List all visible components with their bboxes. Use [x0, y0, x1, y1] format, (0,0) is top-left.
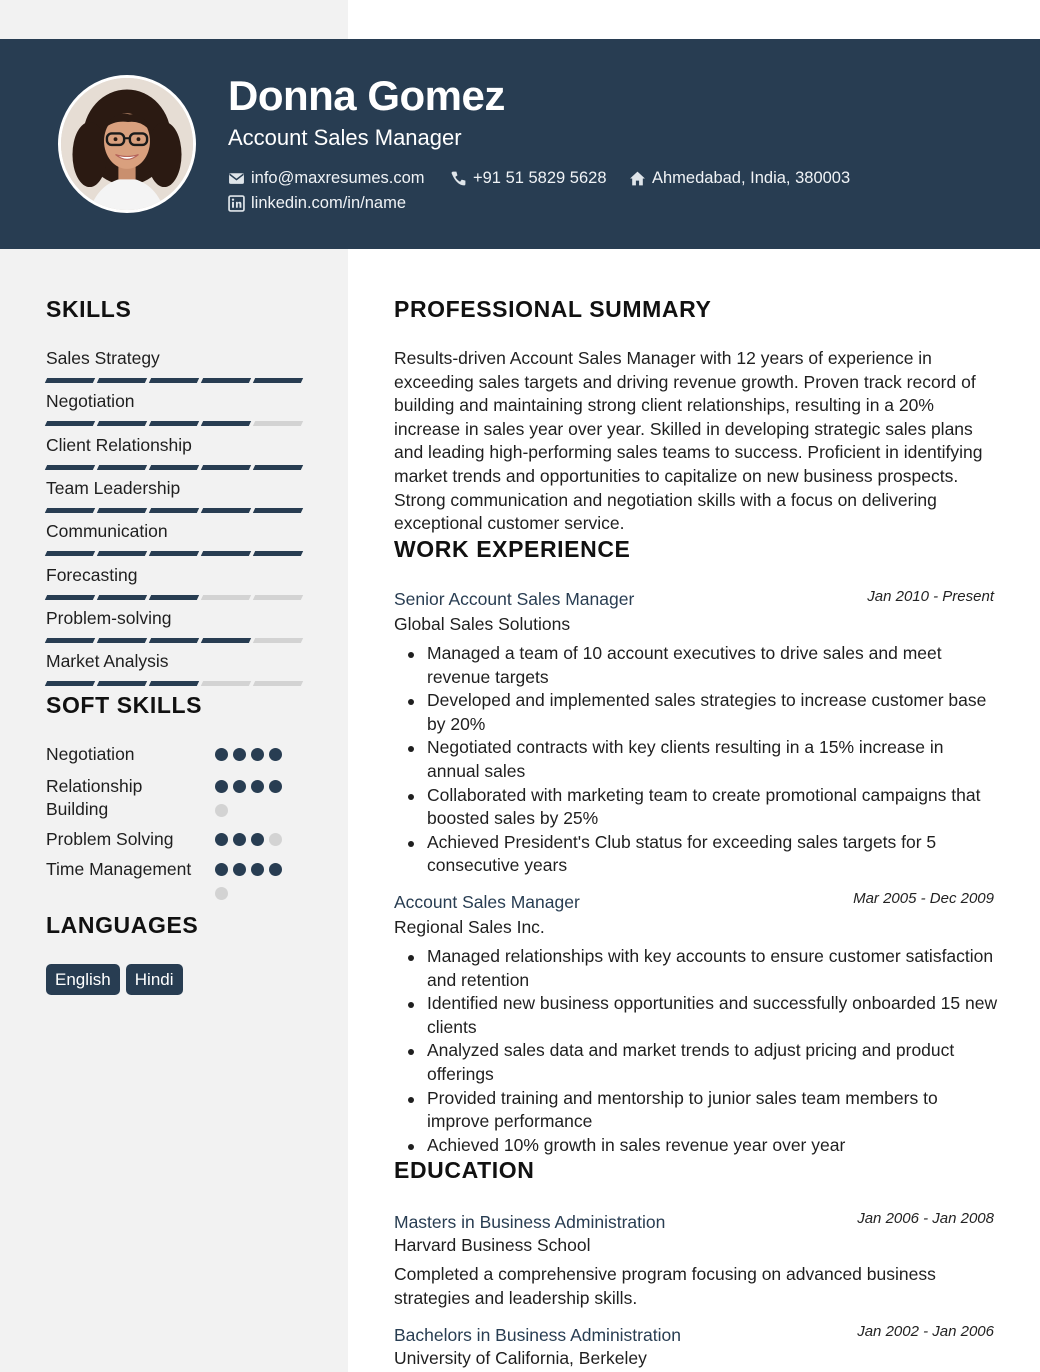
rating-dot — [215, 780, 228, 793]
portrait-illustration — [61, 78, 193, 210]
rating-dot — [233, 833, 246, 846]
skill-level-segment — [149, 421, 199, 426]
skill-level-segment — [201, 551, 251, 556]
skill-item — [46, 607, 302, 643]
skill-level-segment — [253, 378, 303, 383]
job-title: Account Sales Manager — [394, 892, 580, 912]
resume-header — [0, 39, 1040, 249]
skill-level-segment — [201, 638, 251, 643]
job-bullets — [394, 945, 998, 1157]
skill-level-segment — [45, 681, 95, 686]
education-heading: EDUCATION — [394, 1157, 535, 1183]
skill-level-bar — [46, 465, 302, 470]
rating-dot — [233, 780, 246, 793]
skill-level-segment — [45, 465, 95, 470]
skill-level-segment — [201, 508, 251, 513]
degree-title: Bachelors in Business Administration — [394, 1325, 681, 1345]
skill-item — [46, 347, 302, 383]
soft-skill-item — [46, 828, 296, 851]
languages-heading: LANGUAGES — [46, 912, 199, 938]
skill-name: Problem-solving — [46, 607, 172, 628]
skill-level-segment — [253, 681, 303, 686]
language-badge: Hindi — [126, 964, 183, 995]
school-name: University of California, Berkeley — [394, 1348, 647, 1368]
soft-skills-heading: SOFT SKILLS — [46, 692, 203, 718]
contact-linkedin-text: linkedin.com/in/name — [251, 194, 406, 212]
list-item: Collaborated with marketing team to create promotional campaigns that boosted sales by 25% — [394, 784, 998, 831]
skill-level-segment — [201, 595, 251, 600]
skill-level-segment — [45, 421, 95, 426]
skill-item — [46, 477, 302, 513]
soft-skill-name: Relationship Building — [46, 776, 143, 819]
summary-heading: PROFESSIONAL SUMMARY — [394, 296, 712, 322]
skill-item — [46, 390, 302, 426]
soft-skill-rating — [215, 780, 285, 828]
skill-name: Communication — [46, 521, 168, 542]
skill-level-segment — [45, 508, 95, 513]
skill-level-segment — [149, 508, 199, 513]
rating-dot — [269, 833, 282, 846]
contact-linkedin[interactable] — [228, 193, 406, 213]
skill-level-segment — [149, 465, 199, 470]
skill-level-bar — [46, 378, 302, 383]
skill-level-segment — [149, 551, 199, 556]
contact-address-text: Ahmedabad, India, 380003 — [652, 169, 851, 187]
job-company: Regional Sales Inc. — [394, 917, 545, 937]
skill-level-segment — [149, 681, 199, 686]
skill-level-segment — [97, 551, 147, 556]
skill-level-segment — [201, 465, 251, 470]
summary-text: Results-driven Account Sales Manager with 12 years of experience in exceeding sales targets and driving revenue growth. Proven track record of building and maintaining strong client relationships, resulting in a 20% increase in sales year over year. Skilled in developing strategic sales plans and leading high-performing sales teams to success. Proficient in identifying market trends and opportunities to capitalize on new business prospects. Strong communication and negotiation skills with a focus on delivering exceptional customer service. — [394, 348, 983, 534]
skill-level-segment — [45, 378, 95, 383]
rating-dot — [251, 833, 264, 846]
skill-name: Team Leadership — [46, 477, 181, 498]
experience-heading: WORK EXPERIENCE — [394, 536, 631, 562]
skill-name: Client Relationship — [46, 434, 192, 455]
skill-level-bar — [46, 681, 302, 686]
skill-item — [46, 434, 302, 470]
rating-dot — [269, 748, 282, 761]
skill-level-segment — [45, 595, 95, 600]
phone-icon — [450, 170, 467, 187]
contact-address — [629, 168, 850, 188]
contact-phone[interactable] — [450, 168, 607, 188]
job-date: Jan 2010 - Present — [867, 588, 994, 605]
job-bullets — [394, 642, 998, 878]
school-name: Harvard Business School — [394, 1235, 591, 1255]
list-item: Managed a team of 10 account executives to drive sales and meet revenue targets — [394, 642, 998, 689]
rating-dot — [251, 863, 264, 876]
contact-phone-text: +91 51 5829 5628 — [473, 169, 607, 187]
skill-level-segment — [97, 595, 147, 600]
skill-level-segment — [97, 508, 147, 513]
list-item: Achieved 10% growth in sales revenue year over year — [394, 1134, 998, 1158]
skill-level-bar — [46, 508, 302, 513]
skill-level-segment — [97, 681, 147, 686]
skill-level-segment — [253, 638, 303, 643]
soft-skill-item — [46, 743, 296, 766]
skill-level-segment — [201, 378, 251, 383]
skill-level-segment — [253, 595, 303, 600]
soft-skill-rating — [215, 833, 285, 857]
rating-dot — [215, 887, 228, 900]
degree-title: Masters in Business Administration — [394, 1212, 666, 1232]
skill-level-segment — [97, 421, 147, 426]
skill-level-bar — [46, 551, 302, 556]
rating-dot — [251, 748, 264, 761]
skill-level-segment — [97, 465, 147, 470]
education-description: Completed a comprehensive program focusing on advanced business strategies and leadership skills. — [394, 1264, 936, 1308]
skill-level-segment — [253, 421, 303, 426]
languages-list — [46, 964, 183, 995]
language-badge: English — [46, 964, 120, 995]
skill-level-segment — [149, 638, 199, 643]
home-icon — [629, 170, 646, 187]
rating-dot — [215, 863, 228, 876]
rating-dot — [233, 748, 246, 761]
list-item: Negotiated contracts with key clients resulting in a 15% increase in annual sales — [394, 736, 998, 783]
skill-item — [46, 520, 302, 556]
skill-level-segment — [97, 638, 147, 643]
skill-level-segment — [97, 378, 147, 383]
linkedin-icon — [228, 195, 245, 212]
soft-skill-item — [46, 775, 296, 821]
profile-photo — [58, 75, 196, 213]
skill-level-segment — [253, 508, 303, 513]
skill-item — [46, 564, 302, 600]
skill-level-bar — [46, 421, 302, 426]
skill-level-segment — [45, 638, 95, 643]
list-item: Developed and implemented sales strategies to increase customer base by 20% — [394, 689, 998, 736]
contact-email-text: info@maxresumes.com — [251, 169, 425, 187]
skill-item — [46, 650, 302, 686]
skill-name: Forecasting — [46, 564, 138, 585]
list-item: Identified new business opportunities and successfully onboarded 15 new clients — [394, 992, 998, 1039]
candidate-name: Donna Gomez — [228, 72, 505, 119]
skill-level-bar — [46, 595, 302, 600]
rating-dot — [215, 804, 228, 817]
job-title: Senior Account Sales Manager — [394, 589, 635, 609]
soft-skill-name: Time Management — [46, 859, 192, 879]
soft-skill-item — [46, 858, 296, 881]
skill-level-segment — [149, 378, 199, 383]
skill-level-segment — [201, 421, 251, 426]
skill-level-segment — [201, 681, 251, 686]
job-company: Global Sales Solutions — [394, 614, 571, 634]
education-date: Jan 2006 - Jan 2008 — [857, 1210, 994, 1227]
soft-skill-name: Problem Solving — [46, 829, 174, 849]
rating-dot — [215, 833, 228, 846]
skill-name: Sales Strategy — [46, 348, 160, 368]
skill-level-segment — [253, 465, 303, 470]
job-date: Mar 2005 - Dec 2009 — [853, 890, 994, 907]
rating-dot — [215, 748, 228, 761]
skill-level-segment — [253, 551, 303, 556]
rating-dot — [269, 863, 282, 876]
soft-skill-rating — [215, 863, 285, 911]
list-item: Achieved President's Club status for exceeding sales targets for 5 consecutive years — [394, 831, 998, 878]
skill-level-bar — [46, 638, 302, 643]
soft-skill-rating — [215, 748, 285, 772]
skill-level-segment — [149, 595, 199, 600]
list-item: Managed relationships with key accounts to ensure customer satisfaction and retention — [394, 945, 998, 992]
skills-heading: SKILLS — [46, 296, 132, 322]
list-item: Provided training and mentorship to junior sales team members to improve performance — [394, 1087, 998, 1134]
list-item: Analyzed sales data and market trends to adjust pricing and product offerings — [394, 1039, 998, 1086]
envelope-icon — [228, 170, 245, 187]
skill-name: Market Analysis — [46, 651, 169, 672]
candidate-role: Account Sales Manager — [228, 125, 462, 150]
soft-skill-name: Negotiation — [46, 744, 135, 764]
rating-dot — [233, 863, 246, 876]
contact-email[interactable] — [228, 168, 425, 188]
skill-name: Negotiation — [46, 391, 135, 412]
skill-level-segment — [45, 551, 95, 556]
rating-dot — [251, 780, 264, 793]
rating-dot — [269, 780, 282, 793]
education-date: Jan 2002 - Jan 2006 — [857, 1323, 994, 1340]
